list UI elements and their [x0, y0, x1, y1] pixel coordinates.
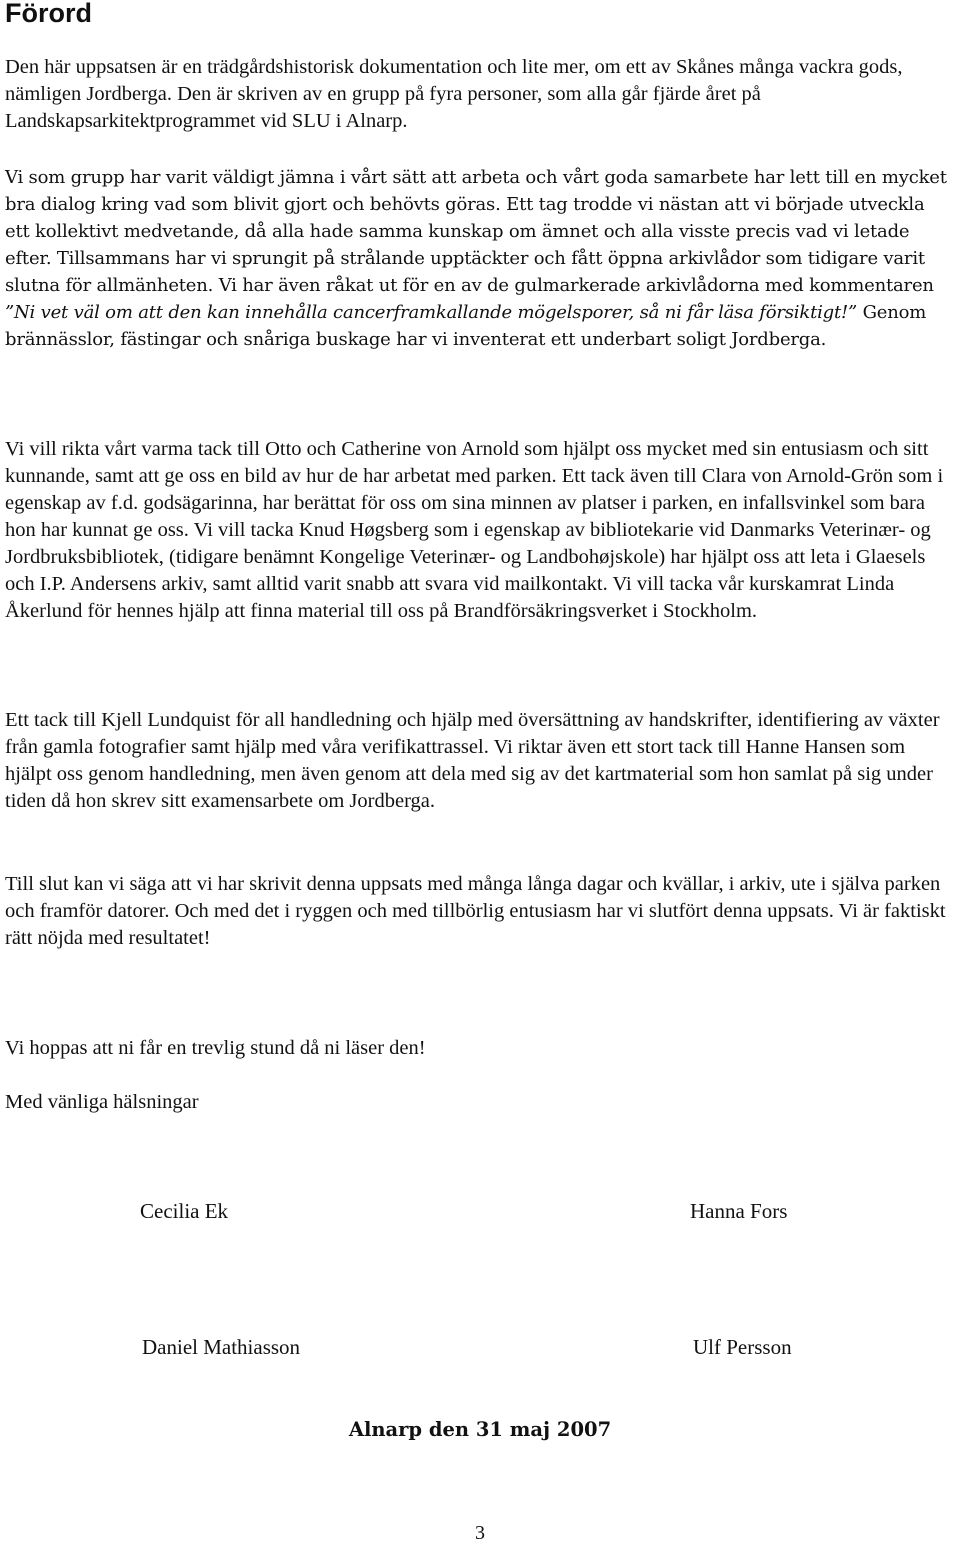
signatory-3: Daniel Mathiasson	[142, 1335, 301, 1359]
greeting-text: Med vänliga hälsningar	[5, 1091, 199, 1113]
wish-text: Vi hoppas att ni får en trevlig stund då ni läser den!	[5, 1037, 426, 1059]
teamwork-text-end: Genom brännässlor, fästingar och snåriga buskage har vi inventerat ett underbart soligt Jordberga.	[5, 302, 927, 350]
signatory-1: Cecilia Ek	[140, 1199, 229, 1223]
signatory-4: Ulf Persson	[693, 1335, 792, 1359]
wish-paragraph	[5, 1035, 951, 1062]
page-number: 3	[475, 1522, 485, 1544]
page-title: Förord	[5, 0, 92, 28]
closing-paragraph	[5, 871, 951, 952]
archive-quote: ”Ni vet väl om att den kan innehålla cancerframkallande mögelsporer, så ni får läsa försiktigt!”	[5, 302, 858, 323]
thanks-paragraph	[5, 436, 951, 625]
thanks-text: Vi vill rikta vårt varma tack till Otto och Catherine von Arnold som hjälpt oss mycket med sin entusiasm och sitt kunnande, samt att ge oss en bild av hur de har arbetat med parken. Ett tack även till Clara von Arnold-Grön som i egenskap av f.d. godsägarinna, har berättat för oss om sina minnen av platser i parken, en infallsvinkel som bara hon har kunnat ge oss. Vi vill tacka Knud Høgsberg som i egenskap av bibliotekarie vid Danmarks Veterinær- og Jordbruksbibliotek, (tidigare benämnt Kongelige Veterinær- og Landbohøjskole) har hjälpt oss att leta i Glaesels och I.P. Andersens arkiv, samt alltid varit snabb att svara vid mailkontakt. Vi vill tacka vår kurskamrat Linda Åkerlund för hennes hjälp att finna material till oss på Brandförsäkringsverket i Stockholm.	[5, 438, 944, 622]
intro-paragraph	[5, 54, 951, 135]
place-date: Alnarp den 31 maj 2007	[348, 1418, 612, 1441]
thanks-supervisors-text: Ett tack till Kjell Lundquist för all handledning och hjälp med översättning av handskrifter, identifiering av växter från gamla fotografier samt hjälp med våra verifikattrassel. Vi riktar även ett stort tack till Hanne Hansen som hjälpt oss genom handledning, men även genom att dela med sig av det kartmaterial som hon samlat på sig under tiden då hon skrev sitt examensarbete om Jordberga.	[5, 709, 940, 812]
thanks-supervisors-paragraph	[5, 707, 951, 815]
teamwork-text: Vi som grupp har varit väldigt jämna i vårt sätt att arbeta och vårt goda samarbete har lett till en mycket bra dialog kring vad som blivit gjort och behövts göras. Ett tag trodde vi nästan att vi började utveckla ett kollektivt medvetande, då alla hade samma kunskap om ämnet och alla visste precis vad vi letade efter. Tillsammans har vi sprungit på strålande upptäckter och fått öppna arkivlådor som tidigare varit slutna för allmänheten. Vi har även råkat ut för en av de gulmarkerade arkivlådorna med kommentaren	[5, 167, 947, 296]
intro-text: Den här uppsatsen är en trädgårdshistorisk dokumentation och lite mer, om ett av Skånes många vackra gods, nämligen Jordberga. Den är skriven av en grupp på fyra personer, som alla går fjärde året på Landskapsarkitektprogrammet vid SLU i Alnarp.	[5, 56, 903, 132]
signatory-2: Hanna Fors	[690, 1199, 788, 1223]
closing-text: Till slut kan vi säga att vi har skrivit denna uppsats med många långa dagar och kvällar, i arkiv, ute i själva parken och framför datorer. Och med det i ryggen och med tillbörlig entusiasm har vi slutfört denna uppsats. Vi är faktiskt rätt nöjda med resultatet!	[5, 873, 946, 949]
teamwork-paragraph	[5, 164, 951, 353]
greeting	[5, 1089, 951, 1116]
